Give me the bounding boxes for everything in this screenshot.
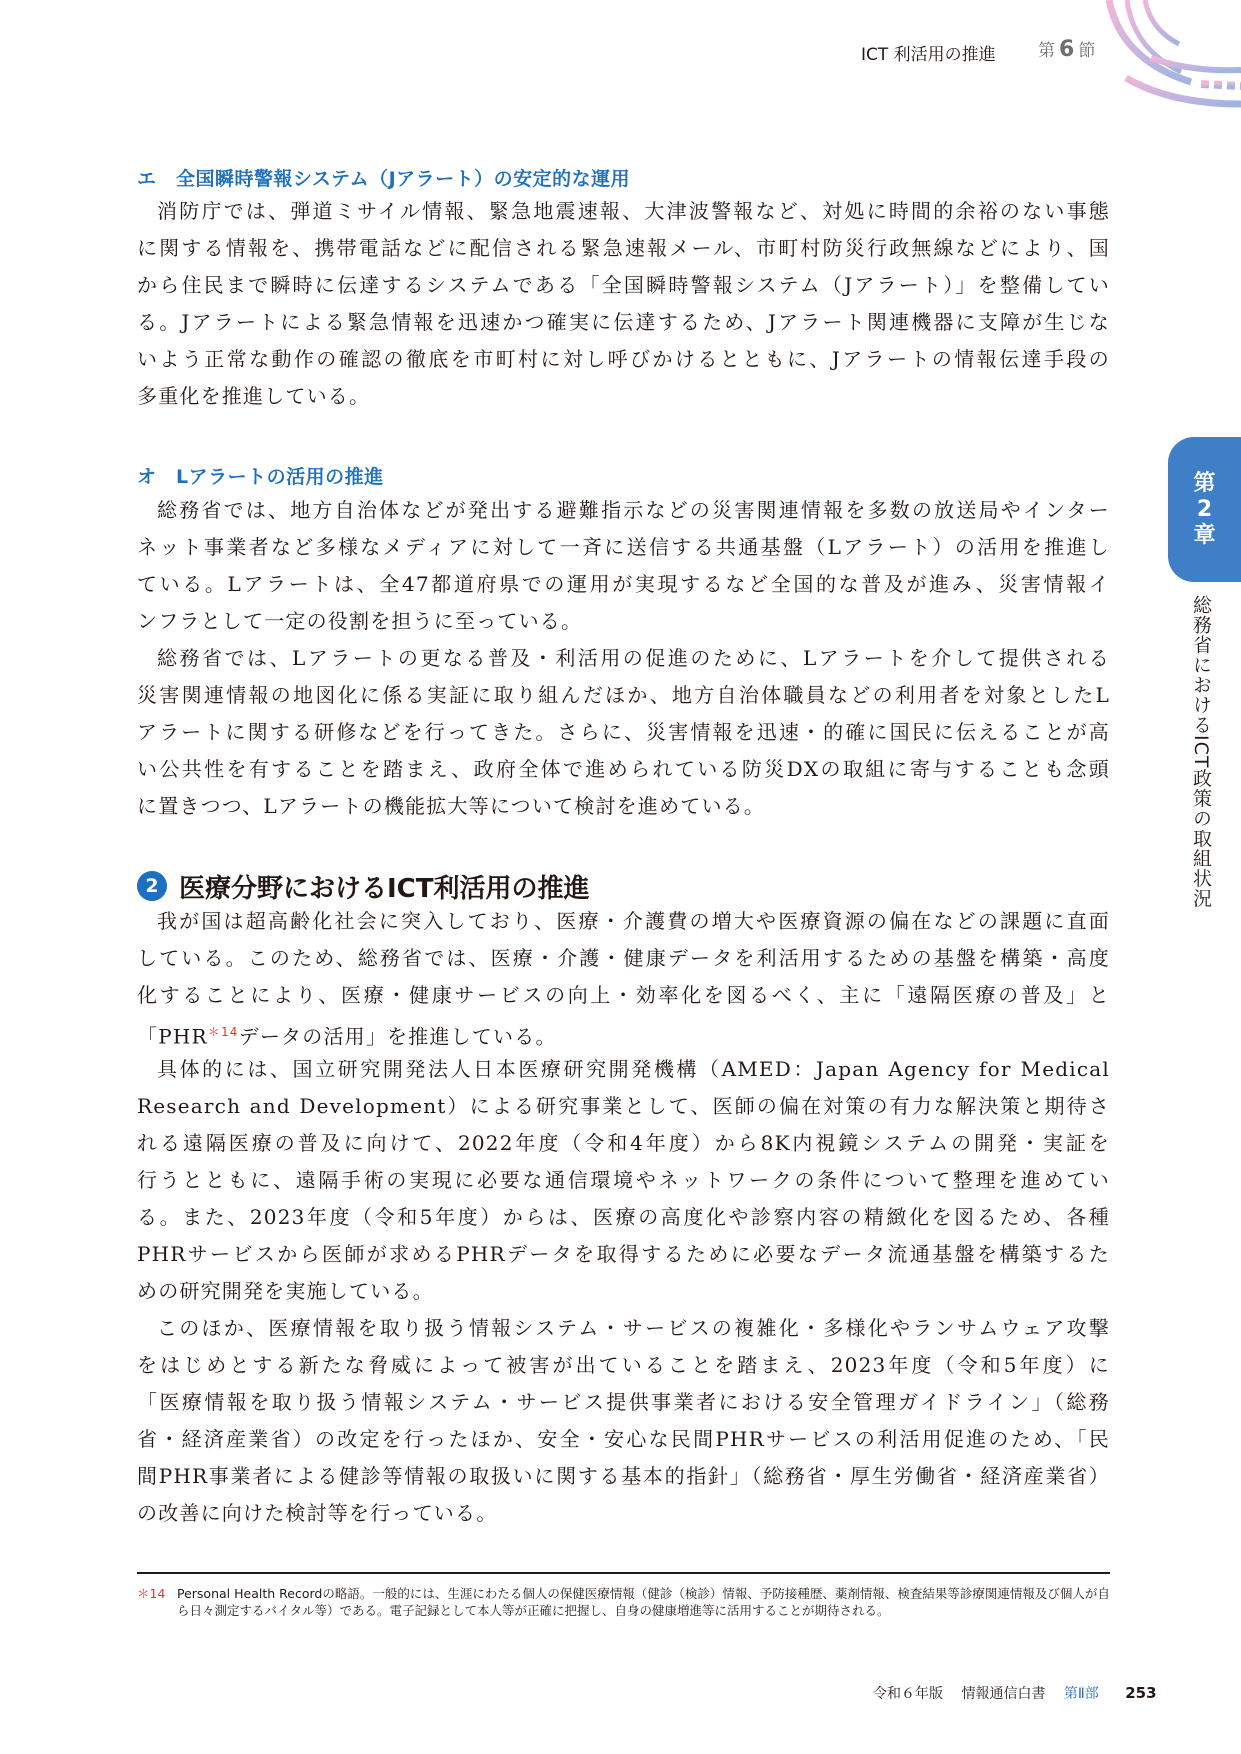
footer-part: 第Ⅱ部 xyxy=(1063,1686,1099,1702)
paragraph-line: の改善に向けた検討等を行っている。 xyxy=(137,1501,498,1525)
paragraph-line: 「医療情報を取り扱う情報システム・サービス提供事業者における安全管理ガイドライン」（総務 xyxy=(137,1390,1110,1414)
paragraph-line: 消防庁では、弾道ミサイル情報、緊急地震速報、大津波警報など、対処に時間的余裕のない事態 xyxy=(157,199,1110,223)
footer-edition: 令和６年版 xyxy=(873,1686,943,1702)
page-number: 253 xyxy=(1125,1684,1157,1702)
paragraph-line: PHRサービスから医師が求めるPHRデータを取得するために必要なデータ流通基盤を構築するた xyxy=(137,1242,1110,1266)
paragraph-line: ンフラとして一定の役割を担うに至っている。 xyxy=(137,609,583,633)
section-heading xyxy=(137,868,590,904)
paragraph-line: いよう正常な動作の確認の徹底を市町村に対し呼びかけるとともに、Jアラートの情報伝達手段の xyxy=(137,347,1110,371)
paragraph-line: している。このため、総務省では、医療・介護・健康データを利活用するための基盤を構築・高度 xyxy=(137,946,1110,970)
paragraph-line: から住民まで瞬時に伝達するシステムである「全国瞬時警報システム（Jアラート）」を整備してい xyxy=(137,273,1110,297)
section-number: 6 xyxy=(1059,37,1075,62)
paragraph-line: る。また、2023年度（令和5年度）からは、医療の高度化や診察内容の精緻化を図るため、各種 xyxy=(137,1205,1110,1229)
paragraph-line: めの研究開発を実施している。 xyxy=(137,1279,434,1303)
paragraph-line: 省・経済産業省）の改定を行ったほか、安全・安心な民間PHRサービスの利活用促進のため、「民 xyxy=(137,1427,1110,1451)
paragraph-line: 行うとともに、遠隔手術の実現に必要な通信環境やネットワークの条件について整理を進めてい xyxy=(137,1168,1110,1192)
paragraph-line: をはじめとする新たな脅威によって被害が出ていることを踏まえ、2023年度（令和5年度）に xyxy=(137,1353,1110,1377)
footnote-mark: ＊14 xyxy=(137,1586,166,1601)
text-span: データの活用」を推進している。 xyxy=(238,1024,557,1049)
chapter-tab[interactable] xyxy=(1168,437,1241,582)
chapter-vertical-title: 総務省におけるICT政策の取組状況 xyxy=(1190,595,1212,909)
section-title: 医療分野におけるICT利活用の推進 xyxy=(179,873,590,904)
corner-arc-decoration-icon xyxy=(1081,0,1241,110)
paragraph-line: 総務省では、地方自治体などが発出する避難指示などの災害関連情報を多数の放送局やインター xyxy=(157,498,1110,522)
footnote xyxy=(137,1585,1110,1619)
paragraph-line: 総務省では、Lアラートの更なる普及・利活用の促進のために、Lアラートを介して提供される xyxy=(157,646,1110,670)
paragraph-line: ている。Lアラートは、全47都道府県での運用が実現するなど全国的な普及が進み、災害情報イ xyxy=(137,572,1110,596)
paragraph-line: 災害関連情報の地図化に係る実証に取り組んだほか、地方自治体職員などの利用者を対象としたL xyxy=(137,683,1110,707)
chapter-suffix: 章 xyxy=(1193,522,1216,548)
paragraph-line: ネット事業者など多様なメディアに対して一斉に送信する共通基盤（Lアラート）の活用を推進し xyxy=(137,535,1110,559)
paragraph-line: い公共性を有することを踏まえ、政府全体で進められている防災DXの取組に寄与することも念頭 xyxy=(137,757,1110,781)
chapter-prefix: 第 xyxy=(1193,470,1216,496)
subsection-heading-l-alert: オ Lアラートの活用の推進 xyxy=(137,466,384,488)
header-title: ICT 利活用の推進 xyxy=(861,45,996,65)
footer-title: 情報通信白書 xyxy=(961,1686,1046,1702)
paragraph-line: 多重化を推進している。 xyxy=(137,384,371,408)
chapter-number: 2 xyxy=(1196,496,1213,522)
paragraph-line: に置きつつ、Lアラートの機能拡大等について検討を進めている。 xyxy=(137,794,766,818)
section-prefix: 第 xyxy=(1038,41,1055,61)
footnote-reference[interactable]: ＊14 xyxy=(207,1025,239,1039)
section-number-badge: 2 xyxy=(137,871,167,901)
paragraph-line: Research and Development）による研究事業として、医師の偏在対策の有力な解決策と期待さ xyxy=(137,1094,1110,1118)
text-span: 「PHR xyxy=(137,1024,208,1049)
paragraph-line: る。Jアラートによる緊急情報を迅速かつ確実に伝達するため、Jアラート関連機器に支障が生じな xyxy=(137,310,1110,334)
subsection-heading-j-alert: エ 全国瞬時警報システム（Jアラート）の安定的な運用 xyxy=(137,168,631,190)
paragraph-line: 化することにより、医療・健康サービスの向上・効率化を図るべく、主に「遠隔医療の普及」と xyxy=(137,983,1110,1007)
paragraph-line: 間PHR事業者による健診等情報の取扱いに関する基本的指針」（総務省・厚生労働省・経済産業省） xyxy=(137,1464,1110,1488)
page-footer xyxy=(873,1683,1157,1703)
paragraph-line: に関する情報を、携帯電話などに配信される緊急速報メール、市町村防災行政無線などにより、国 xyxy=(137,236,1110,260)
paragraph-line: れる遠隔医療の普及に向けて、2022年度（令和4年度）から8K内視鏡システムの開発・実証を xyxy=(137,1131,1110,1155)
paragraph-line xyxy=(137,1019,1110,1050)
section-suffix: 節 xyxy=(1078,41,1096,61)
paragraph-line: 具体的には、国立研究開発法人日本医療研究開発機構（AMED：Japan Agency for Medical xyxy=(157,1057,1110,1081)
paragraph-line: このほか、医療情報を取り扱う情報システム・サービスの複雑化・多様化やランサムウェア攻撃 xyxy=(157,1316,1110,1340)
footnote-divider xyxy=(137,1572,1110,1574)
paragraph-line: アラートに関する研修などを行ってきた。さらに、災害情報を迅速・的確に国民に伝えることが高 xyxy=(137,720,1110,744)
paragraph-line: 我が国は超高齢化社会に突入しており、医療・介護費の増大や医療資源の偏在などの課題に直面 xyxy=(157,909,1110,933)
running-header xyxy=(0,36,1241,66)
footnote-text: Personal Health Recordの略語。一般的には、生涯にわたる個人の保健医療情報（健診（検診）情報、予防接種歴、薬剤情報、検査結果等診療関連情報及び個人が自ら日々測定するバイタル等）である。電子記録として本人等が正確に把握し、自身の健康増進等に活用することが期待される。 xyxy=(177,1586,1110,1618)
